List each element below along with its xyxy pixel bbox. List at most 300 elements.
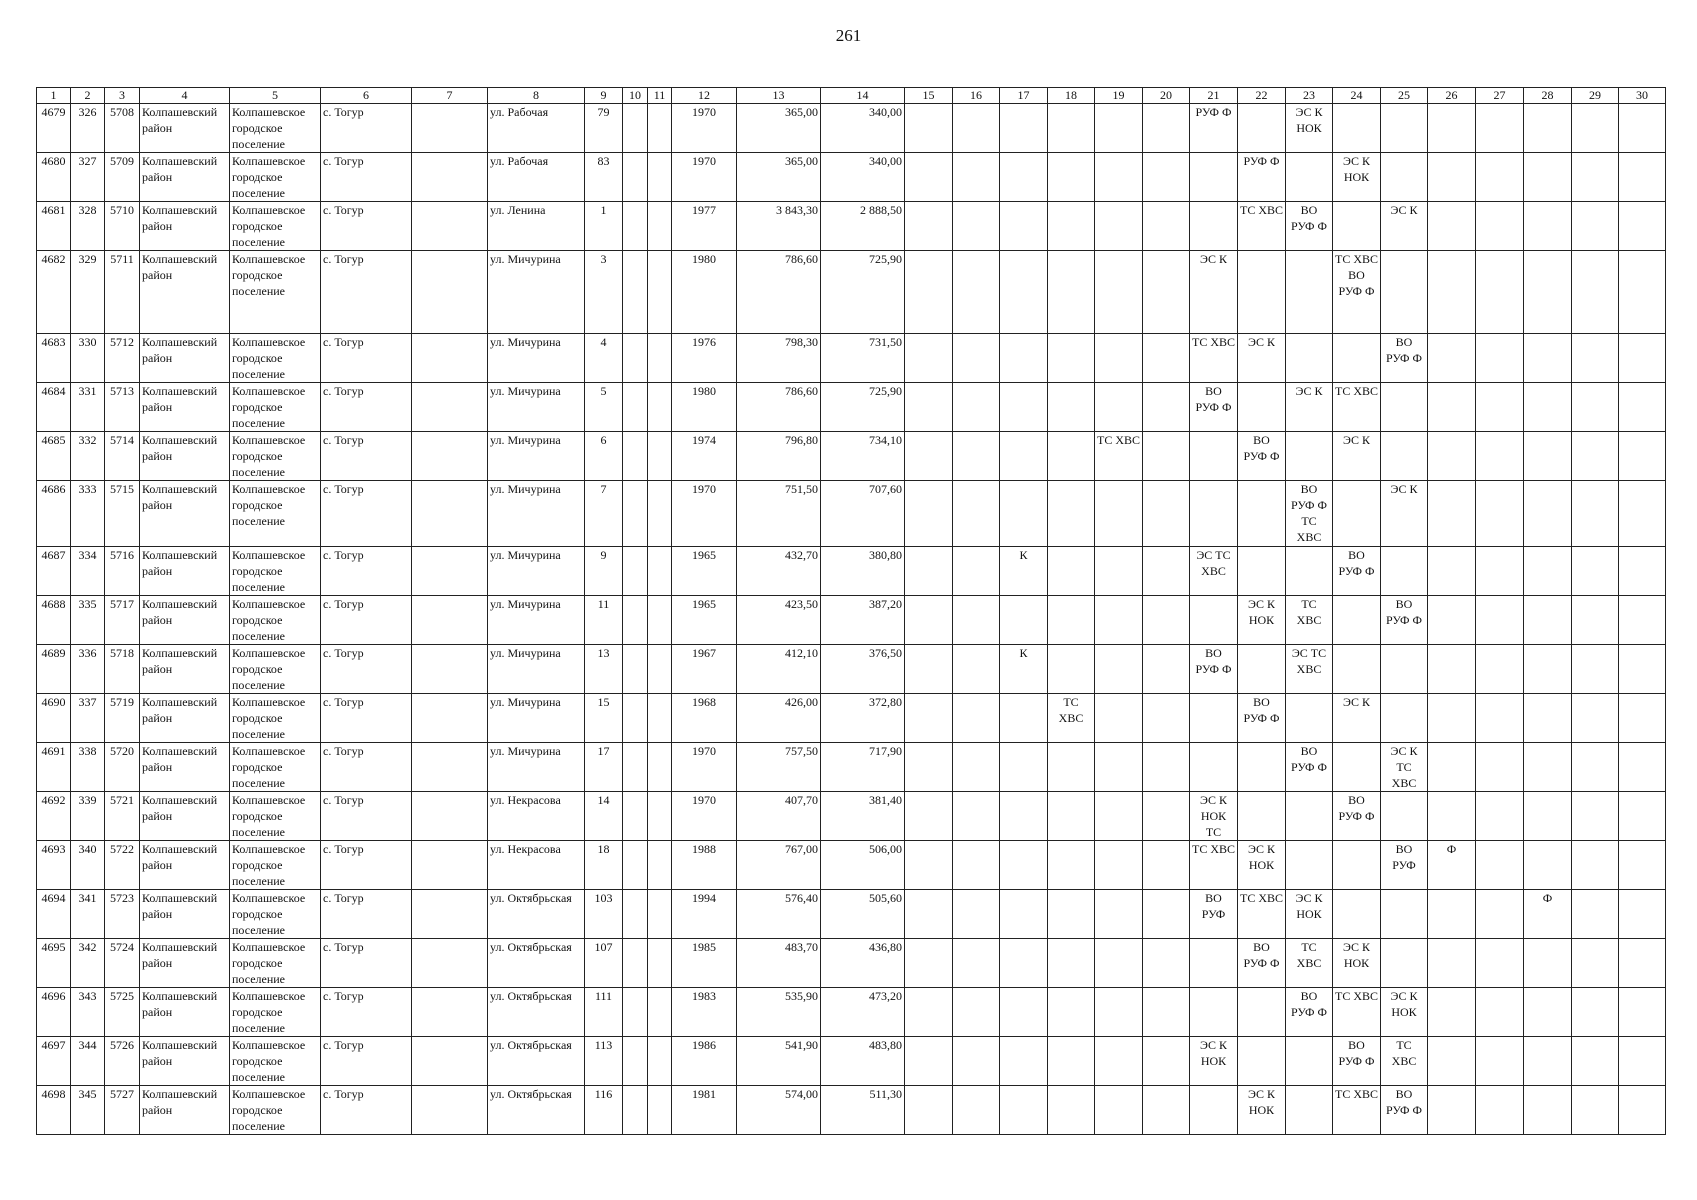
cell-col-17 [1000,694,1048,743]
cell-col-11 [648,596,672,645]
cell-col-2: 337 [71,694,105,743]
cell-col-13: 796,80 [737,432,821,481]
cell-col-19 [1095,694,1143,743]
cell-col-14: 2 888,50 [821,202,905,251]
cell-col-4: Колпашевский район [140,890,230,939]
cell-col-22 [1238,792,1286,841]
cell-col-10 [623,792,648,841]
cell-col-30 [1619,547,1666,596]
cell-col-19 [1095,939,1143,988]
cell-col-2: 332 [71,432,105,481]
cell-col-18 [1048,383,1095,432]
cell-col-23: ТС ХВС [1286,596,1333,645]
table-row [37,939,1666,988]
cell-col-13: 535,90 [737,988,821,1037]
cell-col-3: 5713 [105,383,140,432]
column-header-15: 15 [905,88,953,104]
cell-col-15 [905,743,953,792]
cell-col-11 [648,383,672,432]
cell-col-22: ЭС К [1238,334,1286,383]
cell-col-1: 4697 [37,1037,71,1086]
cell-col-9: 7 [585,481,623,547]
cell-col-22 [1238,481,1286,547]
cell-col-1: 4679 [37,104,71,153]
cell-col-24: ЭС К [1333,694,1381,743]
cell-col-2: 328 [71,202,105,251]
cell-col-29 [1572,251,1619,334]
cell-col-16 [953,645,1000,694]
cell-col-11 [648,104,672,153]
cell-col-17 [1000,432,1048,481]
cell-col-21: ВО РУФ Ф [1190,645,1238,694]
column-header-28: 28 [1524,88,1572,104]
cell-col-17 [1000,383,1048,432]
cell-col-6: с. Тогур [321,645,412,694]
cell-col-16 [953,432,1000,481]
cell-col-1: 4685 [37,432,71,481]
cell-col-13: 423,50 [737,596,821,645]
cell-col-7 [412,694,488,743]
cell-col-15 [905,251,953,334]
cell-col-30 [1619,251,1666,334]
cell-col-25 [1381,694,1428,743]
cell-col-18 [1048,939,1095,988]
cell-col-18 [1048,104,1095,153]
cell-col-13: 412,10 [737,645,821,694]
cell-col-26 [1428,988,1476,1037]
cell-col-24 [1333,890,1381,939]
cell-col-4: Колпашевский район [140,596,230,645]
cell-col-21: ВО РУФ [1190,890,1238,939]
column-header-12: 12 [672,88,737,104]
cell-col-15 [905,939,953,988]
cell-col-11 [648,1037,672,1086]
column-header-24: 24 [1333,88,1381,104]
cell-col-10 [623,547,648,596]
cell-col-2: 345 [71,1086,105,1135]
column-header-25: 25 [1381,88,1428,104]
cell-col-8: ул. Мичурина [488,251,585,334]
cell-col-21 [1190,596,1238,645]
cell-col-18 [1048,841,1095,890]
column-header-9: 9 [585,88,623,104]
cell-col-2: 341 [71,890,105,939]
cell-col-8: ул. Октябрьская [488,988,585,1037]
cell-col-2: 330 [71,334,105,383]
cell-col-3: 5725 [105,988,140,1037]
cell-col-9: 116 [585,1086,623,1135]
cell-col-5: Колпашевское городское поселение [230,694,321,743]
cell-col-17 [1000,251,1048,334]
cell-col-19 [1095,1086,1143,1135]
cell-col-2: 331 [71,383,105,432]
cell-col-8: ул. Октябрьская [488,1037,585,1086]
cell-col-29 [1572,383,1619,432]
cell-col-1: 4698 [37,1086,71,1135]
cell-col-14: 717,90 [821,743,905,792]
cell-col-20 [1143,104,1190,153]
cell-col-16 [953,547,1000,596]
cell-col-14: 707,60 [821,481,905,547]
cell-col-24: ТС ХВС [1333,383,1381,432]
cell-col-9: 113 [585,1037,623,1086]
cell-col-6: с. Тогур [321,743,412,792]
cell-col-22 [1238,743,1286,792]
cell-col-2: 340 [71,841,105,890]
cell-col-29 [1572,694,1619,743]
cell-col-29 [1572,1086,1619,1135]
cell-col-14: 387,20 [821,596,905,645]
cell-col-24 [1333,645,1381,694]
table-row [37,104,1666,153]
cell-col-29 [1572,547,1619,596]
cell-col-11 [648,694,672,743]
cell-col-9: 107 [585,939,623,988]
cell-col-9: 15 [585,694,623,743]
cell-col-1: 4692 [37,792,71,841]
cell-col-26 [1428,645,1476,694]
cell-col-26 [1428,432,1476,481]
cell-col-18 [1048,251,1095,334]
cell-col-11 [648,841,672,890]
cell-col-20 [1143,841,1190,890]
cell-col-2: 333 [71,481,105,547]
cell-col-30 [1619,432,1666,481]
cell-col-12: 1985 [672,939,737,988]
cell-col-12: 1970 [672,104,737,153]
cell-col-13: 541,90 [737,1037,821,1086]
cell-col-10 [623,1086,648,1135]
cell-col-26 [1428,792,1476,841]
cell-col-17 [1000,334,1048,383]
column-header-11: 11 [648,88,672,104]
cell-col-19 [1095,153,1143,202]
cell-col-5: Колпашевское городское поселение [230,383,321,432]
cell-col-6: с. Тогур [321,1086,412,1135]
cell-col-14: 473,20 [821,988,905,1037]
cell-col-28 [1524,939,1572,988]
cell-col-21: РУФ Ф [1190,104,1238,153]
cell-col-8: ул. Мичурина [488,383,585,432]
cell-col-16 [953,841,1000,890]
cell-col-8: ул. Ленина [488,202,585,251]
cell-col-21: ВО РУФ Ф [1190,383,1238,432]
cell-col-15 [905,202,953,251]
cell-col-30 [1619,153,1666,202]
cell-col-13: 365,00 [737,104,821,153]
cell-col-20 [1143,792,1190,841]
cell-col-17 [1000,988,1048,1037]
cell-col-19 [1095,547,1143,596]
column-header-2: 2 [71,88,105,104]
cell-col-22 [1238,988,1286,1037]
cell-col-24: ТС ХВС ВО РУФ Ф [1333,251,1381,334]
table-row [37,432,1666,481]
cell-col-3: 5716 [105,547,140,596]
cell-col-1: 4687 [37,547,71,596]
cell-col-3: 5714 [105,432,140,481]
cell-col-22 [1238,645,1286,694]
column-header-7: 7 [412,88,488,104]
column-header-23: 23 [1286,88,1333,104]
cell-col-6: с. Тогур [321,1037,412,1086]
cell-col-15 [905,1037,953,1086]
cell-col-13: 757,50 [737,743,821,792]
cell-col-29 [1572,481,1619,547]
cell-col-22: ЭС К НОК [1238,596,1286,645]
cell-col-9: 83 [585,153,623,202]
cell-col-1: 4693 [37,841,71,890]
cell-col-17 [1000,202,1048,251]
cell-col-4: Колпашевский район [140,104,230,153]
cell-col-20 [1143,202,1190,251]
cell-col-10 [623,890,648,939]
cell-col-19 [1095,743,1143,792]
table-row [37,1086,1666,1135]
cell-col-28 [1524,547,1572,596]
cell-col-10 [623,334,648,383]
cell-col-16 [953,1037,1000,1086]
cell-col-12: 1980 [672,251,737,334]
cell-col-22 [1238,104,1286,153]
cell-col-15 [905,694,953,743]
cell-col-1: 4682 [37,251,71,334]
cell-col-5: Колпашевское городское поселение [230,202,321,251]
column-header-8: 8 [488,88,585,104]
cell-col-25: ЭС К [1381,481,1428,547]
table-header [37,88,1666,104]
table-row [37,988,1666,1037]
cell-col-12: 1980 [672,383,737,432]
cell-col-25 [1381,547,1428,596]
cell-col-23: ЭС К НОК [1286,104,1333,153]
cell-col-9: 79 [585,104,623,153]
cell-col-17 [1000,1086,1048,1135]
cell-col-17 [1000,596,1048,645]
cell-col-2: 327 [71,153,105,202]
cell-col-23: ВО РУФ Ф [1286,988,1333,1037]
cell-col-27 [1476,743,1524,792]
table-row [37,694,1666,743]
cell-col-15 [905,547,953,596]
cell-col-12: 1981 [672,1086,737,1135]
cell-col-7 [412,596,488,645]
cell-col-25: ТС ХВС [1381,1037,1428,1086]
cell-col-26 [1428,251,1476,334]
cell-col-23: ВО РУФ Ф [1286,202,1333,251]
cell-col-8: ул. Рабочая [488,153,585,202]
page-number: 261 [835,26,862,45]
column-header-5: 5 [230,88,321,104]
cell-col-15 [905,596,953,645]
cell-col-28 [1524,481,1572,547]
cell-col-6: с. Тогур [321,432,412,481]
cell-col-1: 4690 [37,694,71,743]
cell-col-6: с. Тогур [321,547,412,596]
cell-col-23: ЭС ТС ХВС [1286,645,1333,694]
cell-col-25 [1381,153,1428,202]
cell-col-24: ВО РУФ Ф [1333,547,1381,596]
cell-col-30 [1619,743,1666,792]
cell-col-22 [1238,383,1286,432]
cell-col-28 [1524,202,1572,251]
cell-col-5: Колпашевское городское поселение [230,251,321,334]
cell-col-22: ЭС К НОК [1238,841,1286,890]
cell-col-25 [1381,645,1428,694]
cell-col-8: ул. Мичурина [488,481,585,547]
cell-col-6: с. Тогур [321,481,412,547]
cell-col-2: 326 [71,104,105,153]
cell-col-22: ЭС К НОК [1238,1086,1286,1135]
cell-col-2: 329 [71,251,105,334]
cell-col-23 [1286,1086,1333,1135]
cell-col-26 [1428,890,1476,939]
cell-col-25 [1381,432,1428,481]
cell-col-29 [1572,1037,1619,1086]
cell-col-23: ЭС К [1286,383,1333,432]
cell-col-25 [1381,939,1428,988]
cell-col-24 [1333,841,1381,890]
cell-col-7 [412,104,488,153]
cell-col-11 [648,432,672,481]
cell-col-26 [1428,334,1476,383]
cell-col-3: 5709 [105,153,140,202]
cell-col-3: 5721 [105,792,140,841]
cell-col-15 [905,841,953,890]
cell-col-17 [1000,104,1048,153]
cell-col-5: Колпашевское городское поселение [230,1086,321,1135]
cell-col-30 [1619,645,1666,694]
cell-col-7 [412,1086,488,1135]
cell-col-8: ул. Мичурина [488,645,585,694]
table-row [37,202,1666,251]
cell-col-22: РУФ Ф [1238,153,1286,202]
cell-col-2: 336 [71,645,105,694]
cell-col-27 [1476,1086,1524,1135]
cell-col-18: ТС ХВС [1048,694,1095,743]
cell-col-28 [1524,988,1572,1037]
cell-col-10 [623,939,648,988]
cell-col-12: 1970 [672,481,737,547]
column-header-26: 26 [1428,88,1476,104]
cell-col-7 [412,841,488,890]
cell-col-8: ул. Мичурина [488,334,585,383]
cell-col-4: Колпашевский район [140,988,230,1037]
cell-col-26 [1428,383,1476,432]
cell-col-25: ВО РУФ [1381,841,1428,890]
cell-col-28 [1524,104,1572,153]
cell-col-13: 798,30 [737,334,821,383]
cell-col-11 [648,645,672,694]
cell-col-24 [1333,104,1381,153]
cell-col-10 [623,104,648,153]
cell-col-18 [1048,596,1095,645]
cell-col-23 [1286,334,1333,383]
cell-col-27 [1476,334,1524,383]
cell-col-10 [623,988,648,1037]
cell-col-5: Колпашевское городское поселение [230,645,321,694]
cell-col-8: ул. Некрасова [488,792,585,841]
cell-col-4: Колпашевский район [140,547,230,596]
cell-col-21 [1190,1086,1238,1135]
cell-col-25 [1381,104,1428,153]
cell-col-8: ул. Мичурина [488,432,585,481]
cell-col-12: 1968 [672,694,737,743]
cell-col-16 [953,694,1000,743]
cell-col-30 [1619,694,1666,743]
cell-col-21: ЭС К НОК [1190,1037,1238,1086]
cell-col-14: 380,80 [821,547,905,596]
cell-col-27 [1476,890,1524,939]
cell-col-16 [953,743,1000,792]
cell-col-28 [1524,841,1572,890]
cell-col-19 [1095,481,1143,547]
cell-col-12: 1974 [672,432,737,481]
cell-col-16 [953,383,1000,432]
cell-col-10 [623,645,648,694]
cell-col-17: К [1000,547,1048,596]
cell-col-17: К [1000,645,1048,694]
cell-col-11 [648,251,672,334]
cell-col-11 [648,988,672,1037]
cell-col-29 [1572,432,1619,481]
cell-col-26 [1428,104,1476,153]
cell-col-3: 5708 [105,104,140,153]
cell-col-15 [905,792,953,841]
cell-col-24 [1333,596,1381,645]
cell-col-5: Колпашевское городское поселение [230,743,321,792]
cell-col-3: 5720 [105,743,140,792]
cell-col-8: ул. Мичурина [488,596,585,645]
cell-col-23 [1286,694,1333,743]
cell-col-25: ЭС К ТС ХВС [1381,743,1428,792]
cell-col-20 [1143,645,1190,694]
cell-col-20 [1143,432,1190,481]
cell-col-3: 5715 [105,481,140,547]
cell-col-18 [1048,432,1095,481]
cell-col-18 [1048,202,1095,251]
cell-col-21: ЭС К НОК ТС [1190,792,1238,841]
cell-col-3: 5727 [105,1086,140,1135]
cell-col-9: 18 [585,841,623,890]
column-header-14: 14 [821,88,905,104]
cell-col-20 [1143,334,1190,383]
cell-col-11 [648,547,672,596]
column-header-3: 3 [105,88,140,104]
cell-col-4: Колпашевский район [140,1037,230,1086]
cell-col-27 [1476,153,1524,202]
cell-col-17 [1000,890,1048,939]
table-row [37,481,1666,547]
cell-col-19 [1095,792,1143,841]
cell-col-11 [648,890,672,939]
table-body [37,104,1666,1135]
cell-col-2: 344 [71,1037,105,1086]
cell-col-23 [1286,841,1333,890]
cell-col-7 [412,334,488,383]
cell-col-14: 372,80 [821,694,905,743]
cell-col-9: 3 [585,251,623,334]
cell-col-10 [623,153,648,202]
cell-col-15 [905,988,953,1037]
cell-col-15 [905,383,953,432]
cell-col-15 [905,104,953,153]
cell-col-15 [905,1086,953,1135]
cell-col-24 [1333,334,1381,383]
cell-col-5: Колпашевское городское поселение [230,988,321,1037]
column-header-10: 10 [623,88,648,104]
cell-col-9: 14 [585,792,623,841]
